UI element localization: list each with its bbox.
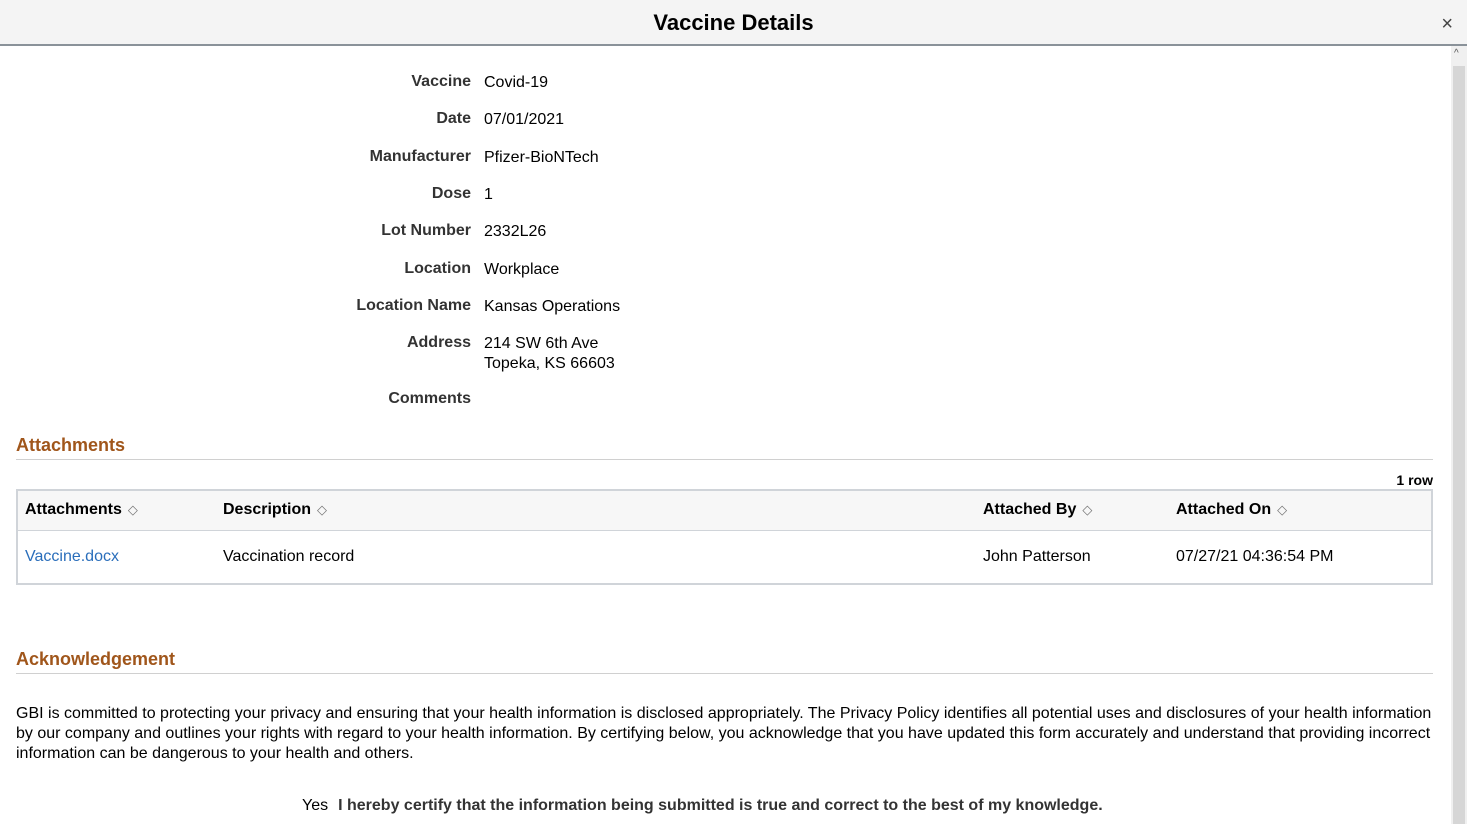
column-label: Attached By [983, 501, 1077, 519]
field-value [484, 334, 615, 374]
field-value: 07/01/2021 [484, 111, 565, 128]
attached-by-cell: John Patterson [983, 547, 1091, 565]
column-label: Attached On [1176, 501, 1272, 519]
field-label: Location [404, 260, 471, 277]
field-value: 1 [484, 186, 493, 203]
field-address [0, 334, 615, 374]
field-label: Vaccine [411, 73, 471, 90]
field-value: Workplace [484, 261, 560, 278]
dialog-title: Vaccine Details [653, 10, 814, 35]
scroll-up-icon[interactable]: ^ [1454, 48, 1459, 59]
certify-answer: Yes [302, 797, 329, 814]
field-label: Location Name [356, 297, 471, 314]
sort-icon[interactable]: ◇ [127, 502, 138, 518]
field-vaccine [0, 73, 548, 93]
scrollbar-thumb[interactable] [1453, 66, 1465, 824]
field-value: Covid-19 [484, 74, 549, 91]
acknowledgement-text: GBI is committed to protecting your privacy and ensuring that your health information is disclosed appropriately. The Privacy Policy identifies all potential uses and disclosures of your health information by our company and outlines your rights with regard to your health information. By certifying below, you acknowledge that you have updated this form accurately and understand that providing incorrect information can be dangerous to your health and others. [16, 705, 1432, 762]
certify-statement: I hereby certify that the information being submitted is true and correct to the best of my knowledge. [338, 797, 1103, 814]
field-dose [0, 185, 493, 205]
field-label: Comments [388, 390, 471, 407]
column-description[interactable] [216, 490, 976, 530]
attachments-table [16, 489, 1433, 585]
address-line-1: 214 SW 6th Ave [484, 335, 599, 352]
field-location [0, 260, 559, 280]
field-comments [0, 390, 484, 408]
column-attachments[interactable] [17, 490, 216, 530]
description-cell: Vaccination record [223, 547, 355, 565]
certification [302, 797, 1103, 815]
acknowledgement-heading: Acknowledgement [16, 649, 1433, 674]
sort-icon[interactable]: ◇ [1277, 502, 1288, 518]
field-label: Dose [431, 185, 471, 202]
field-label: Lot Number [381, 222, 471, 239]
field-value: Pfizer-BioNTech [484, 149, 599, 166]
column-label: Attachments [25, 501, 122, 519]
table-header [17, 490, 1432, 530]
column-attached-on[interactable] [1169, 490, 1432, 530]
attached-on-cell: 07/27/21 04:36:54 PM [1176, 547, 1334, 565]
field-label: Date [436, 110, 471, 127]
field-label: Address [406, 334, 471, 351]
field-value: 2332L26 [484, 223, 547, 240]
address-line-2: Topeka, KS 66603 [484, 355, 615, 372]
scrollbar[interactable] [1451, 46, 1467, 824]
attachments-heading: Attachments [16, 435, 1433, 460]
field-lot-number [0, 222, 546, 242]
close-icon[interactable]: × [1441, 13, 1453, 35]
column-attached-by[interactable] [976, 490, 1169, 530]
field-label: Manufacturer [369, 148, 471, 165]
table-row [17, 530, 1432, 584]
column-label: Description [223, 501, 312, 519]
field-location-name [0, 297, 620, 317]
attachment-link[interactable]: Vaccine.docx [25, 547, 119, 565]
sort-icon[interactable]: ◇ [1082, 502, 1093, 518]
field-manufacturer [0, 148, 599, 168]
row-count: 1 row [1396, 472, 1433, 488]
field-value: Kansas Operations [484, 298, 621, 315]
field-date [0, 110, 564, 130]
sort-icon[interactable]: ◇ [317, 502, 328, 518]
dialog-header [0, 0, 1467, 46]
